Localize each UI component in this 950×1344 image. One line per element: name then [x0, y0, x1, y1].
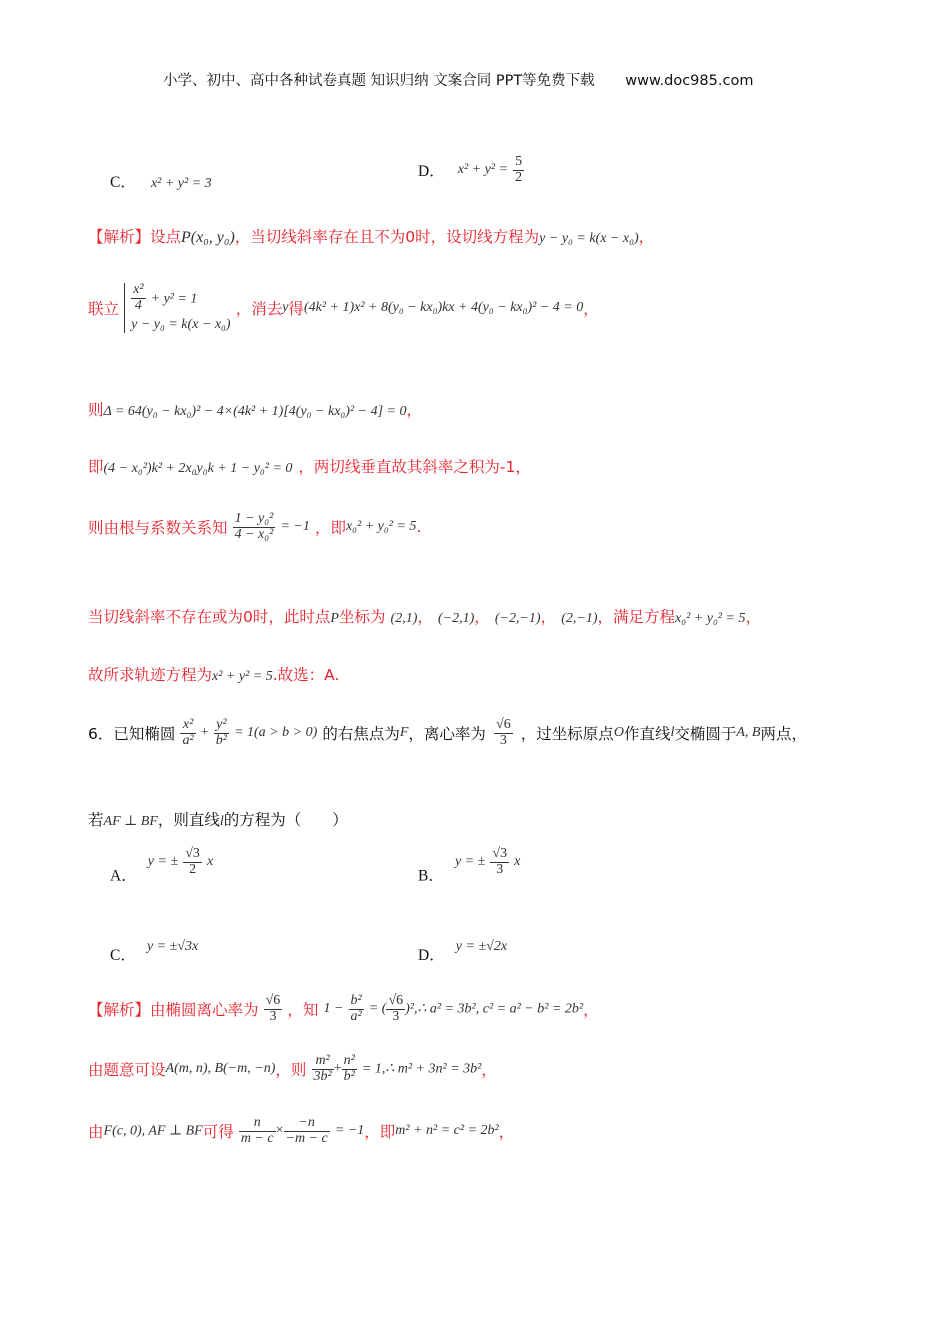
equation-system: $\frac{\text{x²}}{4}$ + y² = 1 y − y₀ = k(x − x₀) — [124, 283, 230, 333]
q6-stem-line-2: 若AF ⊥ BF，则直线l的方程为（ ） — [88, 811, 348, 829]
q5-option-c-expr: x² + y² = 3 — [150, 176, 212, 191]
q6-solution-line-1: 【解析】由椭圆离心率为 $\frac{√6}{3}$ ，知 1 − $\frac{\text{b²}}{\text{a²}}$ = ( $\frac{√6}{3}$ )²,∴ a² = 3b², c² = a² − b² = 2b²， — [88, 993, 599, 1024]
q6-option-a[interactable]: A． y = ± $\frac{√3}{2}$ x — [110, 846, 214, 885]
q5-solution-line-5: 则由根与系数关系知 $\frac{\text{1 − y₀²}}{\text{4 − x₀²}}$ = −1 ，即x₀² + y₀² = 5. — [88, 511, 422, 542]
q5-solution-line-7: 故所求轨迹方程为x² + y² = 5.故选：A. — [88, 666, 340, 684]
q6-solution-line-2: 由题意可设A(m, n), B(−m, −n)，则 $\frac{\text{m²}}{\text{3b²}}$ + $\frac{\text{n²}}{\text{b²}}$ = 1,∴ m² + 3n² = 3b²， — [88, 1053, 497, 1084]
q6-solution-line-3: 由F(c, 0), AF ⊥ BF可得 $\frac{n}{m - c}$ × $\frac{-n}{-m - c}$ = −1，即m² + n² = c² = 2b²， — [88, 1115, 515, 1146]
header-url[interactable]: www.doc985.com — [625, 73, 754, 89]
q6-stem-line-1: 6．已知椭圆 $\frac{\text{x²}}{\text{a²}}$ + $\frac{\text{y²}}{\text{b²}}$ = 1(a > b > 0) 的右焦点为F，离心率为 $\frac{√6}{3}$ ，过坐标原点O作直线l交椭圆于A, B两点， — [88, 717, 807, 748]
q6-option-d[interactable]: D． y = ±√2x — [418, 939, 508, 964]
q5-solution-line-3: 则Δ = 64(y₀ − kx₀)² − 4×(4k² + 1)[4(y₀ − kx₀)² − 4] = 0， — [88, 401, 422, 419]
q5-solution-line-2: 联立 $\frac{\text{x²}}{4}$ + y² = 1 y − y₀ = k(x − x₀) ，消去y得(4k² + 1)x² + 8(y₀ − kx₀)kx + 4(y₀ − kx₀)² − 4 = 0， — [88, 282, 599, 333]
q6-option-b[interactable]: B． y = ± $\frac{√3}{3}$ x — [418, 846, 521, 885]
q5-option-c[interactable]: C． x² + y² = 3 — [110, 174, 212, 191]
q5-option-d-fraction: $\frac{5}{2}$ — [515, 154, 523, 185]
q5-solution-line-1: 【解析】设点P(x₀, y₀)，当切线斜率存在且不为0时，设切线方程为y − y₀ = k(x − x₀)， — [88, 228, 655, 246]
q5-option-d[interactable]: D． x² + y² = $\frac{5}{2}$ — [418, 154, 523, 185]
header-site-text: 小学、初中、高中各种试卷真题 知识归纳 文案合同 PPT等免费下载 — [163, 73, 595, 89]
q5-solution-line-4: 即(4 − x₀²)k² + 2x₀y₀k + 1 − y₀² = 0 ，两切线垂直故其斜率之积为-1， — [88, 458, 531, 476]
q5-solution-line-6: 当切线斜率不存在或为0时，此时点P坐标为 (2,1)， (−2,1)， (−2,−1)， (2,−1)，满足方程x₀² + y₀² = 5， — [88, 608, 761, 626]
q6-option-c[interactable]: C． y = ±√3x — [110, 939, 199, 964]
page-header — [163, 69, 753, 90]
